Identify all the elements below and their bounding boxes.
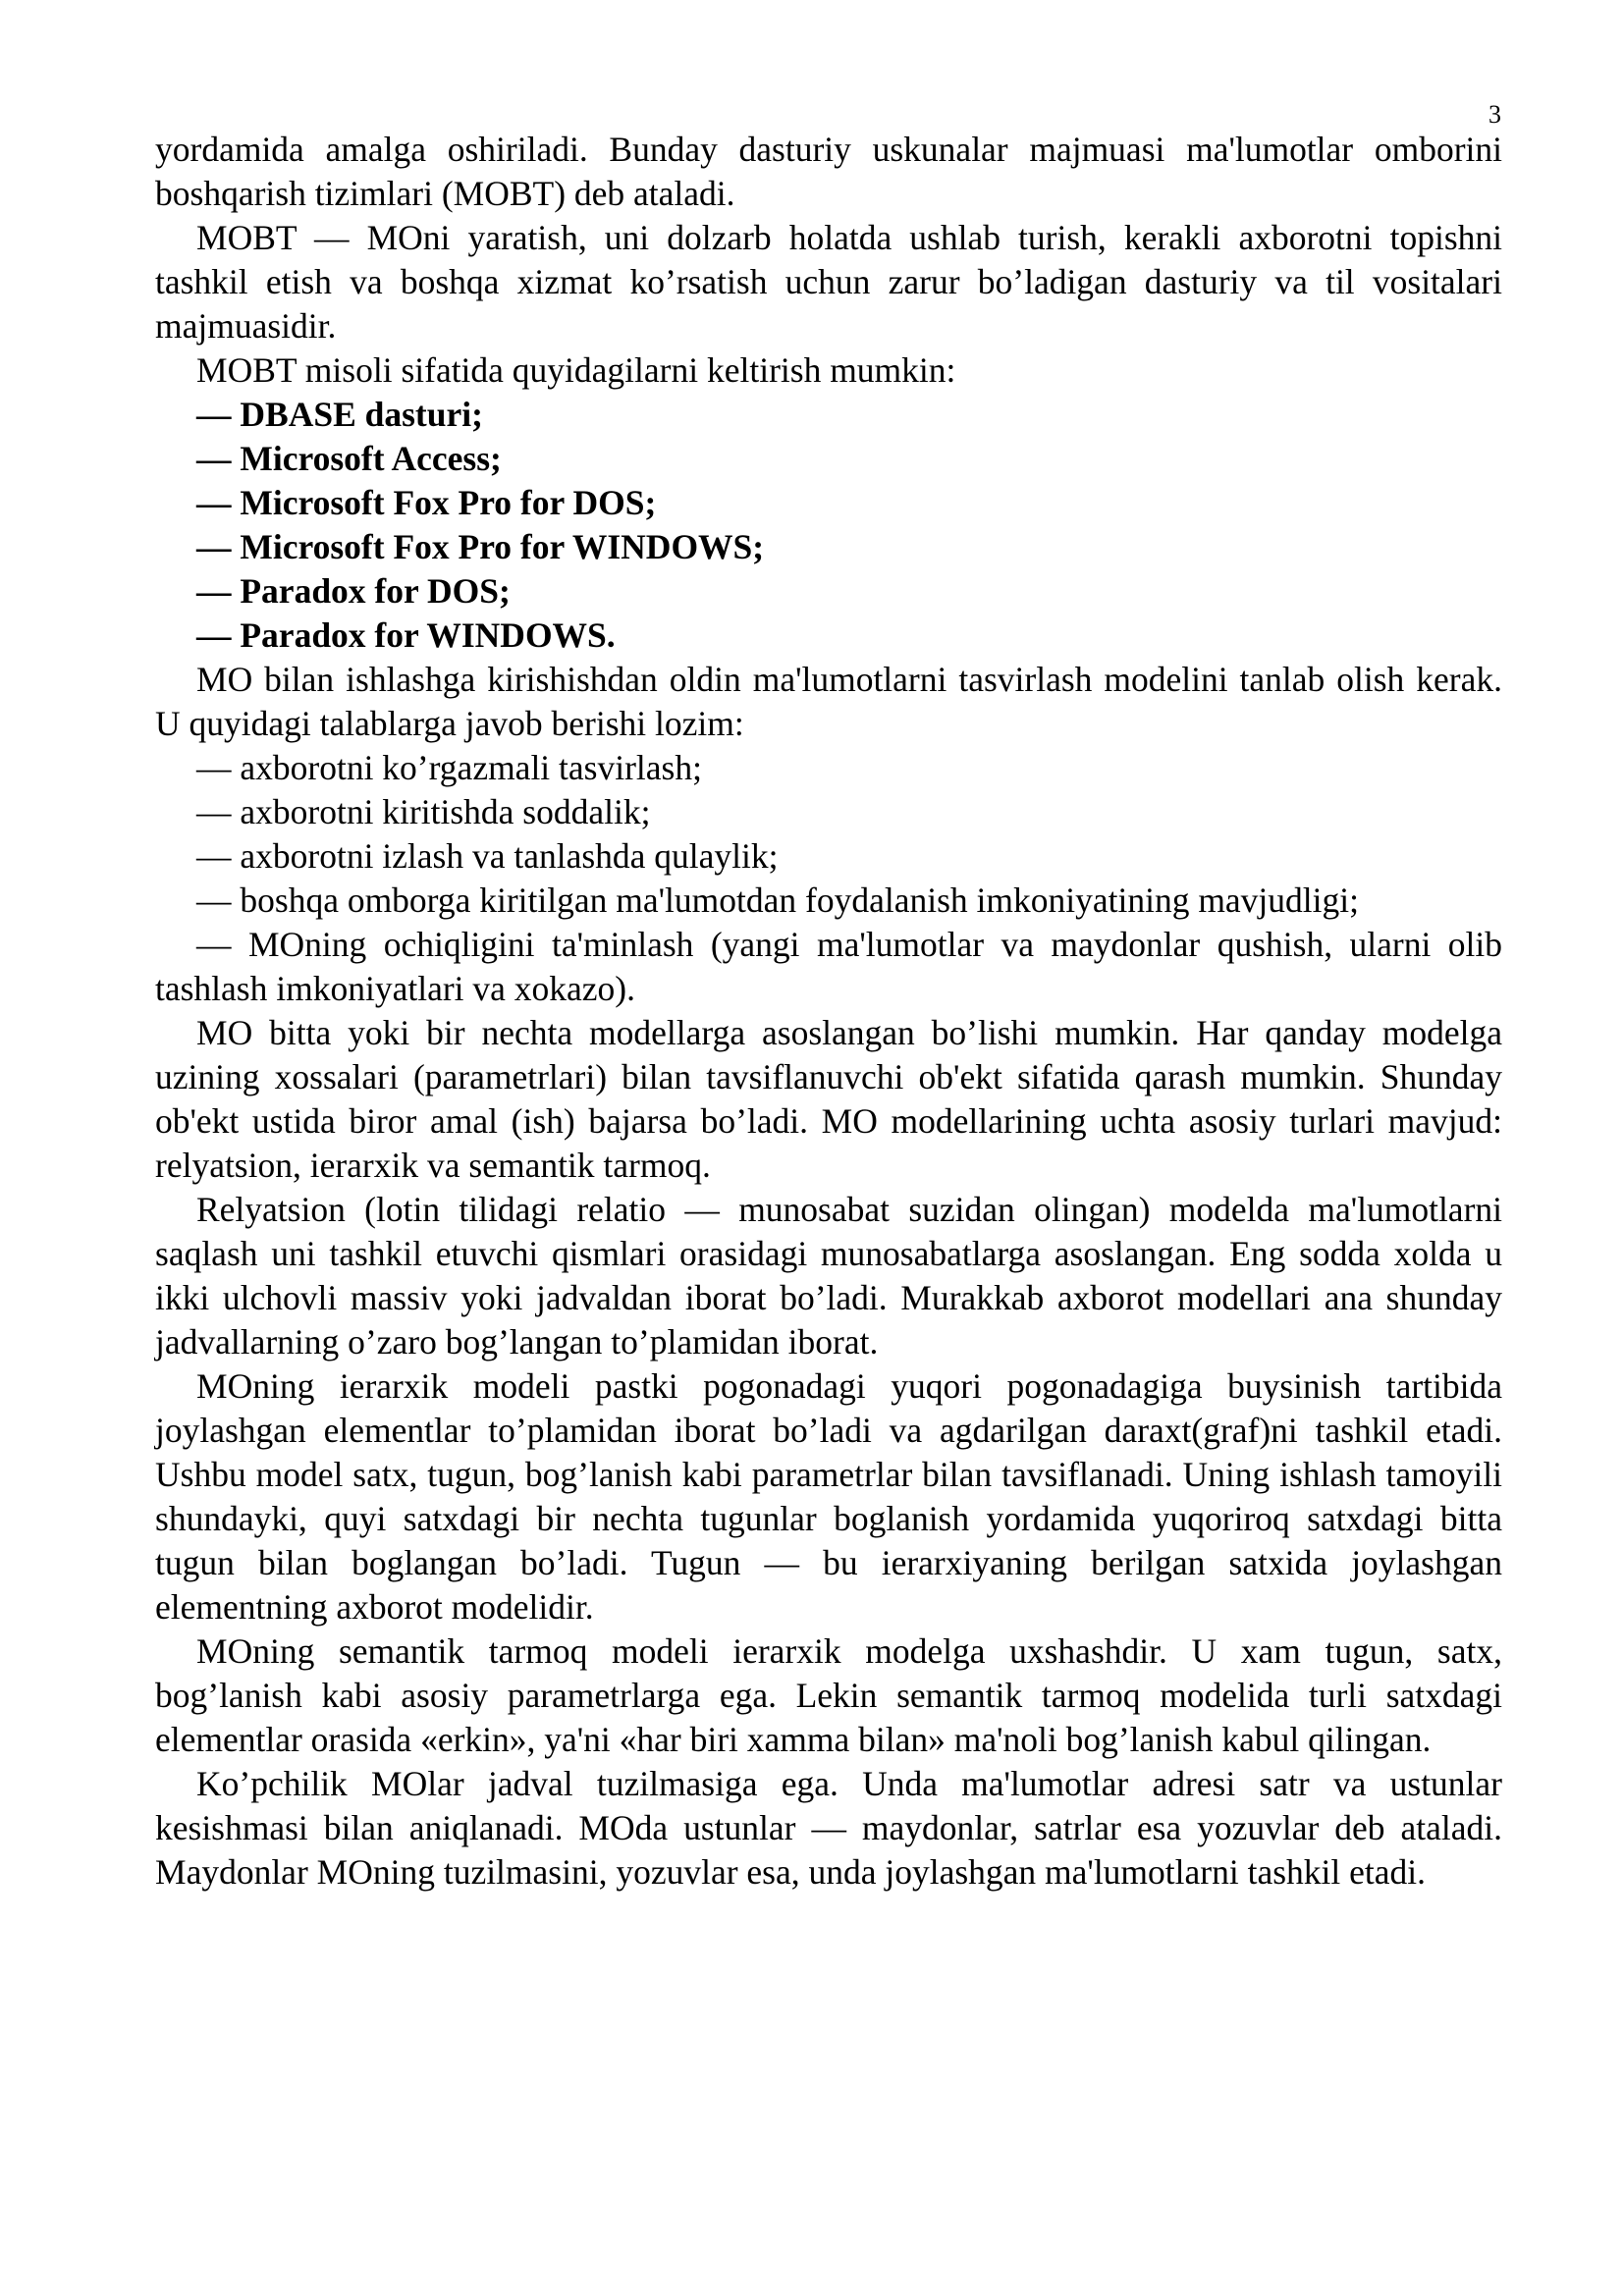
- list-item-requirement-4: — boshqa omborga kiritilgan ma'lumotdan foydalanish imkoniyatining mavjudligi;: [196, 881, 1359, 920]
- paragraph-model-types: MO bitta yoki bir nechta modellarga asoslangan bo’lishi mumkin. Har qanday modelga uzining xossalari (parametrlari) bilan tavsiflanuvchi ob'ekt sifatida qarash mumkin. Shunday ob'ekt ustida biror amal (ish) bajarsa bo’ladi. MO modellarining uchta asosiy turlari mavjud: relyatsion, ierarxik va semantik tarmoq.: [155, 1013, 1502, 1185]
- list-item-access: — Microsoft Access;: [196, 439, 502, 478]
- paragraph-table-structure: Ko’pchilik MOlar jadval tuzilmasiga ega. Unda ma'lumotlar adresi satr va ustunlar kesishmasi bilan aniqlanadi. MOda ustunlar — maydonlar, satrlar esa yozuvlar deb ataladi. Maydonlar MOning tuzilmasini, yozuvlar esa, unda joylashgan ma'lumotlarni tashkil etadi.: [155, 1764, 1502, 1892]
- list-item-foxpro-dos: — Microsoft Fox Pro for DOS;: [196, 483, 657, 522]
- paragraph-relational-model: Relyatsion (lotin tilidagi relatio — munosabat suzidan olingan) modelda ma'lumotlarni saqlash uni tashkil etuvchi qismlari orasidagi munosabatlarga asoslangan. Eng sodda xolda u ikki ulchovli massiv yoki jadvaldan iborat bo’ladi. Murakkab axborot modellari ana shunday jadvallarning o’zaro bog’langan to’plamidan iborat.: [155, 1190, 1502, 1362]
- paragraph-model-requirements: MO bilan ishlashga kirishishdan oldin ma'lumotlarni tasvirlash modelini tanlab olish kerak. U quyidagi talablarga javob berishi lozim:: [155, 660, 1502, 743]
- list-item-dbase: — DBASE dasturi;: [196, 395, 483, 434]
- list-item-paradox-windows: — Paradox for WINDOWS.: [196, 615, 616, 655]
- page-number: 3: [1488, 100, 1501, 129]
- list-item-requirement-2: — axborotni kiritishda soddalik;: [196, 792, 651, 831]
- list-item-requirement-1: — axborotni ko’rgazmali tasvirlash;: [196, 748, 702, 787]
- page-body: [155, 128, 1502, 1895]
- list-item-requirement-5: — MOning ochiqligini ta'minlash (yangi ma'lumotlar va maydonlar qushish, ularni olib tashlash imkoniyatlari va xokazo).: [155, 925, 1502, 1008]
- list-item-requirement-3: — axborotni izlash va tanlashda qulaylik;: [196, 836, 779, 876]
- paragraph-semantic-network-model: MOning semantik tarmoq modeli ierarxik modelga uxshashdir. U xam tugun, satx, bog’lanish kabi asosiy parametrlarga ega. Lekin semantik tarmoq modelida turli satxdagi elementlar orasida «erkin», ya'ni «har biri xamma bilan» ma'noli bog’lanish kabul qilingan.: [155, 1631, 1502, 1759]
- list-item-foxpro-windows: — Microsoft Fox Pro for WINDOWS;: [196, 527, 765, 566]
- paragraph-continuation: yordamida amalga oshiriladi. Bunday dasturiy uskunalar majmuasi ma'lumotlar omborini boshqarish tizimlari (MOBT) deb ataladi.: [155, 130, 1502, 213]
- paragraph-mobt-definition: MOBT — MOni yaratish, uni dolzarb holatda ushlab turish, kerakli axborotni topishni tashkil etish va boshqa xizmat ko’rsatish uchun zarur bo’ladigan dasturiy va til vositalari majmuasidir.: [155, 218, 1502, 346]
- paragraph-mobt-examples-intro: MOBT misoli sifatida quyidagilarni keltirish mumkin:: [196, 350, 956, 390]
- paragraph-hierarchical-model: MOning ierarxik modeli pastki pogonadagi yuqori pogonadagiga buysinish tartibida joylashgan elementlar to’plamidan iborat bo’ladi va agdarilgan daraxt(graf)ni tashkil etadi. Ushbu model satx, tugun, bog’lanish kabi parametrlar bilan tavsiflanadi. Uning ishlash tamoyili shundayki, quyi satxdagi bir nechta tugunlar boglanish yordamida yuqoriroq satxdagi bitta tugun bilan boglangan bo’ladi. Tugun — bu ierarxiyaning berilgan satxida joylashgan elementning axborot modelidir.: [155, 1366, 1502, 1627]
- list-item-paradox-dos: — Paradox for DOS;: [196, 571, 511, 611]
